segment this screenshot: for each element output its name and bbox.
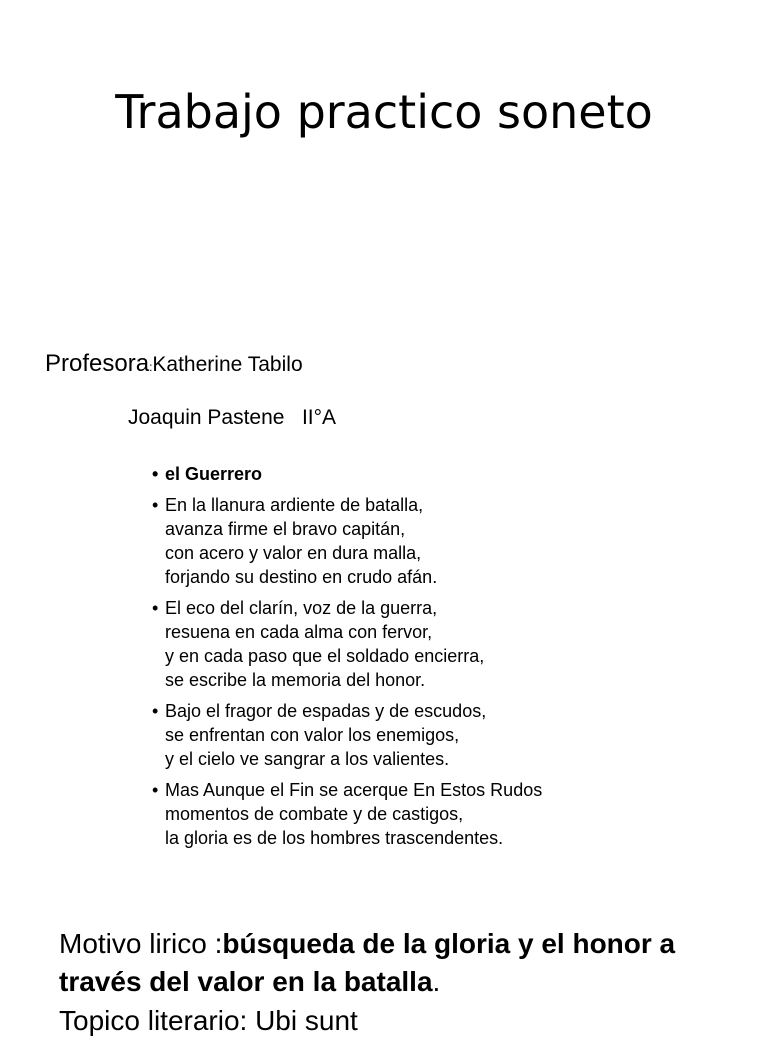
professor-separator: :: [149, 360, 153, 374]
poem-list: [152, 462, 742, 857]
motivo-lirico: [59, 925, 739, 1001]
poem-heading: • el Guerrero: [152, 462, 742, 486]
professor-line: [45, 348, 303, 383]
page-title: Trabajo practico soneto: [115, 85, 653, 139]
poem-stanza-2: • El eco del clarín, voz de la guerra, resuena en cada alma con fervor, y en cada paso que el soldado encierra, se escribe la memoria del honor.: [152, 596, 742, 692]
poem-stanza-4: • Mas Aunque el Fin se acerque En Estos Rudos momentos de combate y de castigos, la gloria es de los hombres trascendentes.: [152, 778, 742, 850]
motivo-value: búsqueda de la gloria y el honor a través del valor en la batalla: [59, 928, 676, 997]
motivo-end: .: [432, 966, 441, 997]
poem-stanza-1: • En la llanura ardiente de batalla, avanza firme el bravo capitán, con acero y valor en dura malla, forjando su destino en crudo afán.: [152, 493, 742, 589]
topico-literario: Topico literario: Ubi sunt: [59, 1005, 358, 1036]
professor-label: Profesora: [45, 350, 150, 377]
poem-stanza-3: • Bajo el fragor de espadas y de escudos, se enfrentan con valor los enemigos, y el cielo ve sangrar a los valientes.: [152, 699, 742, 771]
professor-name: Katherine Tabilo: [152, 353, 303, 376]
student-line: Joaquin Pastene II°A: [128, 406, 337, 429]
motivo-label: Motivo lirico :: [59, 928, 223, 959]
